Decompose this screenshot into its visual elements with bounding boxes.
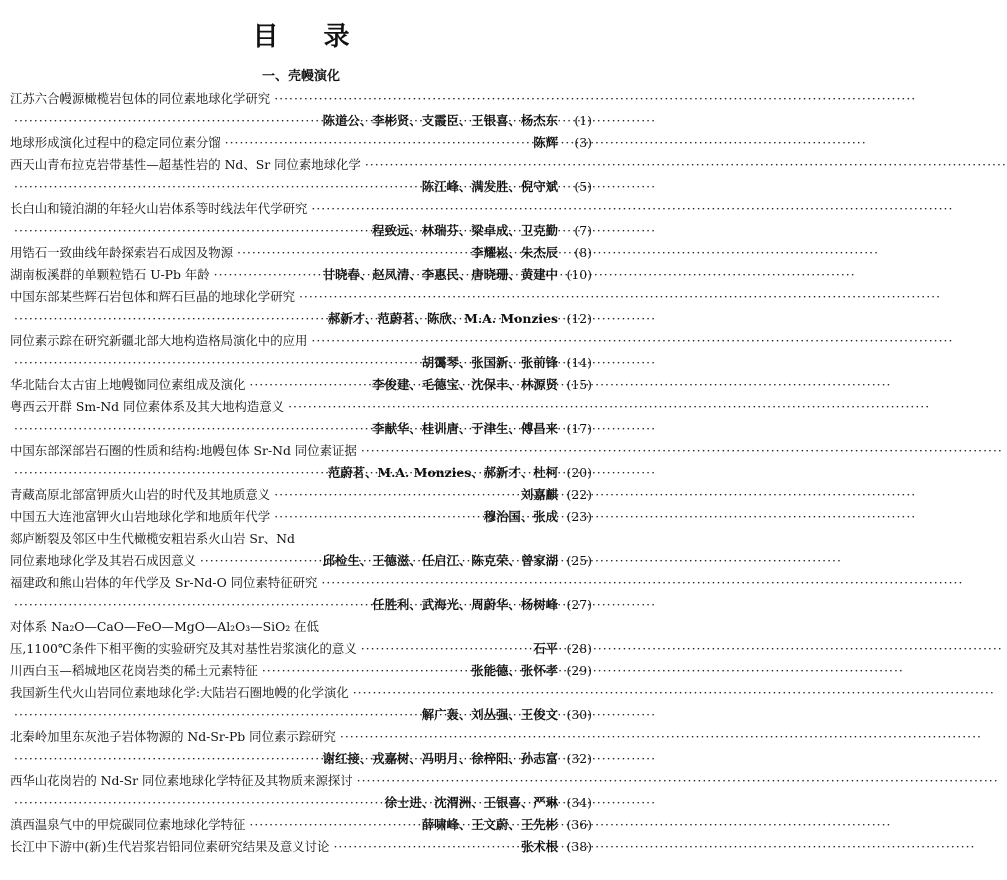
entry-title: 华北陆台太古宙上地幔铷同位素组成及演化 xyxy=(10,377,246,392)
dot-leader xyxy=(237,242,467,264)
entry-title: 粤西云开群 Sm-Nd 同位素体系及其大地构造意义 xyxy=(10,399,285,414)
toc-entry[interactable] xyxy=(10,660,592,682)
entry-title: 长白山和镜泊湖的年轻火山岩体系等时线法年代学研究 xyxy=(10,201,308,216)
toc-list xyxy=(10,88,592,858)
toc-entry[interactable] xyxy=(10,440,592,484)
entry-page: ( 34 ) xyxy=(558,792,592,814)
entry-title: 同位素示踪在研究新疆北部大地构造格局演化中的应用 xyxy=(10,333,308,348)
toc-entry[interactable] xyxy=(10,814,592,836)
toc-entry[interactable] xyxy=(10,154,592,198)
entry-authors: 胡霭琴、张国新、张前锋 xyxy=(421,355,558,370)
entry-authors: 甘晓春、赵凤清、李惠民、唐晓珊、黄建中 xyxy=(322,267,558,282)
dot-leader xyxy=(14,418,368,440)
entry-page: ( 17 ) xyxy=(558,418,592,440)
entry-authors: 穆治国、张成 xyxy=(483,509,558,524)
entry-page: ( 38 ) xyxy=(558,836,592,858)
dot-leader xyxy=(274,88,588,110)
toc-entry[interactable] xyxy=(10,396,592,440)
entry-page: ( 22 ) xyxy=(558,484,592,506)
dot-leader xyxy=(361,638,530,660)
dot-leader xyxy=(274,484,517,506)
dot-leader xyxy=(14,308,324,330)
toc-entry[interactable] xyxy=(10,264,592,286)
dot-leader xyxy=(340,726,588,748)
dot-leader xyxy=(14,748,319,770)
toc-entry[interactable] xyxy=(10,374,592,396)
entry-authors: 张术根 xyxy=(520,839,558,854)
entry-page: ( 30 ) xyxy=(558,704,592,726)
entry-authors: 程致远、林瑞芬、梁卓成、卫克勤 xyxy=(372,223,558,238)
entry-authors: 徐士进、沈渭洲、王银喜、严琳 xyxy=(384,795,558,810)
entry-title: 用锆石一致曲线年龄探索岩石成因及物源 xyxy=(10,245,234,260)
entry-page: ( 29 ) xyxy=(558,660,592,682)
dot-leader xyxy=(225,132,530,154)
toc-entry[interactable] xyxy=(10,770,592,814)
entry-title: 川西白玉—稻城地区花岗岩类的稀土元素特征 xyxy=(10,663,258,678)
entry-title: 地球形成演化过程中的稳定同位素分馏 xyxy=(10,135,221,150)
dot-leader xyxy=(14,594,368,616)
dot-leader xyxy=(353,682,588,704)
entry-authors: 李俊建、毛德宝、沈保丰、林源贤 xyxy=(372,377,558,392)
entry-page: ( 36 ) xyxy=(558,814,592,836)
entry-authors: 谢红接、戎嘉树、冯明月、徐梓阳、孙志富 xyxy=(322,751,558,766)
toc-entry[interactable] xyxy=(10,484,592,506)
entry-authors: 张能德、张怀孝 xyxy=(471,663,558,678)
entry-page: ( 1 ) xyxy=(558,110,592,132)
toc-entry[interactable] xyxy=(10,682,592,726)
dot-leader xyxy=(333,836,516,858)
entry-authors: 石平 xyxy=(533,641,558,656)
dot-leader xyxy=(14,110,319,132)
entry-title: 西天山青布拉克岩带基性—超基性岩的 Nd、Sr 同位素地球化学 xyxy=(10,157,361,172)
dot-leader xyxy=(361,440,588,462)
entry-title: 中国东部深部岩石圈的性质和结构:地幔包体 Sr-Nd 同位素证据 xyxy=(10,443,357,458)
dot-leader xyxy=(288,396,588,418)
entry-authors: 陈江峰、满发胜、倪守斌 xyxy=(421,179,558,194)
toc-entry[interactable] xyxy=(10,88,592,132)
section-title: 一、壳幔演化 xyxy=(261,69,340,84)
dot-leader xyxy=(365,154,588,176)
entry-page: ( 28 ) xyxy=(558,638,592,660)
toc-entry[interactable] xyxy=(10,528,592,572)
toc-entry[interactable] xyxy=(10,132,592,154)
entry-page: ( 12 ) xyxy=(558,308,592,330)
entry-title: 青藏高原北部富钾质火山岩的时代及其地质意义 xyxy=(10,487,271,502)
entry-title: 江苏六合幔源橄榄岩包体的同位素地球化学研究 xyxy=(10,91,271,106)
dot-leader xyxy=(249,374,368,396)
dot-leader xyxy=(321,572,588,594)
dot-leader xyxy=(14,704,418,726)
toc-entry[interactable] xyxy=(10,286,592,330)
entry-title-part-2: 压,1100℃条件下相平衡的实验研究及其对基性岩浆演化的意义 xyxy=(10,641,357,656)
entry-authors: 任胜利、武海光、周蔚华、杨树峰 xyxy=(372,597,558,612)
entry-page: ( 5 ) xyxy=(558,176,592,198)
entry-authors: 李献华、桂训唐、于津生、傅昌来 xyxy=(372,421,558,436)
toc-entry[interactable] xyxy=(10,572,592,616)
entry-authors: 李耀崧、朱杰辰 xyxy=(471,245,558,260)
dot-leader xyxy=(14,220,368,242)
entry-title: 福建政和熊山岩体的年代学及 Sr-Nd-O 同位素特征研究 xyxy=(10,575,318,590)
entry-authors: 范蔚茗、M.A. Monzies、郝新才、杜柯 xyxy=(327,465,558,480)
dot-leader xyxy=(249,814,417,836)
entry-page: ( 20 ) xyxy=(558,462,592,484)
entry-title: 我国新生代火山岩同位素地球化学:大陆岩石圈地幔的化学演化 xyxy=(10,685,349,700)
toc-entry[interactable] xyxy=(10,198,592,242)
toc-entry[interactable] xyxy=(10,330,592,374)
entry-title-part-2: 同位素地球化学及其岩石成因意义 xyxy=(10,553,196,568)
dot-leader xyxy=(214,264,319,286)
toc-entry[interactable] xyxy=(10,616,592,660)
toc-entry[interactable] xyxy=(10,506,592,528)
entry-authors: 薛啸峰、王文蔚、王先彬 xyxy=(421,817,558,832)
dot-leader xyxy=(311,198,588,220)
entry-title: 西华山花岗岩的 Nd-Sr 同位素地球化学特征及其物质来源探讨 xyxy=(10,773,353,788)
dot-leader xyxy=(262,660,467,682)
entry-page: ( 14 ) xyxy=(558,352,592,374)
entry-authors: 邱检生、王德滋、任启江、陈克荣、曾家湖 xyxy=(322,553,558,568)
dot-leader xyxy=(357,770,588,792)
toc-entry[interactable] xyxy=(10,726,592,770)
page-title: 目 录 xyxy=(252,22,368,52)
dot-leader xyxy=(274,506,479,528)
entry-page: ( 8 ) xyxy=(558,242,592,264)
entry-authors: 刘嘉麒 xyxy=(520,487,558,502)
toc-entry[interactable] xyxy=(10,836,592,858)
entry-authors: 陈辉 xyxy=(533,135,558,150)
entry-title: 中国东部某些辉石岩包体和辉石巨晶的地球化学研究 xyxy=(10,289,295,304)
entry-authors: 解广轰、刘丛强、王俊文 xyxy=(421,707,558,722)
entry-page: ( 10 ) xyxy=(558,264,592,286)
entry-page: ( 15 ) xyxy=(558,374,592,396)
entry-title-part-1: 郯庐断裂及邻区中生代橄榄安粗岩系火山岩 Sr、Nd xyxy=(10,531,295,546)
entry-title-part-1: 对体系 Na₂O—CaO—FeO—MgO—Al₂O₃—SiO₂ 在低 xyxy=(10,619,319,634)
dot-leader xyxy=(311,330,588,352)
entry-page: ( 23 ) xyxy=(558,506,592,528)
dot-leader xyxy=(14,462,324,484)
dot-leader xyxy=(200,550,319,572)
entry-page: ( 32 ) xyxy=(558,748,592,770)
entry-authors: 陈道公、李彬贤、支霞臣、王银喜、杨杰东 xyxy=(322,113,558,128)
dot-leader xyxy=(299,286,588,308)
entry-authors: 郝新才、范蔚茗、陈欣、M.A. Monzies xyxy=(327,311,558,326)
toc-entry[interactable] xyxy=(10,242,592,264)
entry-title: 中国五大连池富钾火山岩地球化学和地质年代学 xyxy=(10,509,271,524)
dot-leader xyxy=(14,352,418,374)
dot-leader xyxy=(14,792,381,814)
entry-title: 滇西温泉气中的甲烷碳同位素地球化学特征 xyxy=(10,817,246,832)
entry-title: 湖南板溪群的单颗粒锆石 U-Pb 年龄 xyxy=(10,267,210,282)
entry-title: 北秦岭加里东灰池子岩体物源的 Nd-Sr-Pb 同位素示踪研究 xyxy=(10,729,336,744)
entry-title: 长江中下游中(新)生代岩浆岩铅同位素研究结果及意义讨论 xyxy=(10,839,330,854)
entry-page: ( 3 ) xyxy=(558,132,592,154)
entry-page: ( 25 ) xyxy=(558,550,592,572)
entry-page: ( 27 ) xyxy=(558,594,592,616)
entry-page: ( 7 ) xyxy=(558,220,592,242)
dot-leader xyxy=(14,176,418,198)
